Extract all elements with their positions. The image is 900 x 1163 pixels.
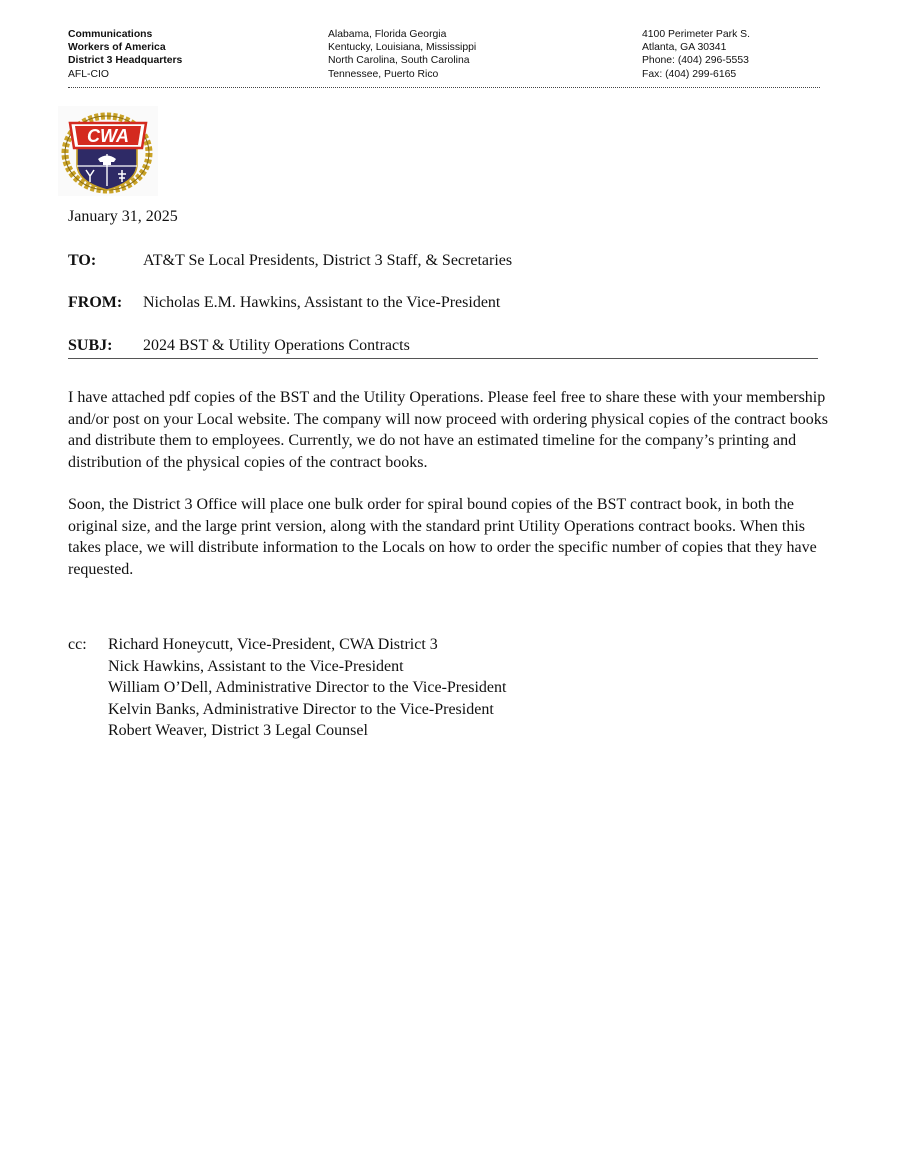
body-paragraph-1: I have attached pdf copies of the BST and the Utility Operations. Please feel free to share these with your membership and/or post on your Local website. The company will now proceed with ordering physical copies of the contract books and distribute them to employees. Currently, we do not have an estimated timeline for the company’s printing and distribution of the physical copies of the contract books. <box>68 389 828 471</box>
memo-date: January 31, 2025 <box>68 208 178 225</box>
states-line: Tennessee, Puerto Rico <box>328 68 439 80</box>
states-line: Kentucky, Louisiana, Mississippi <box>328 42 477 54</box>
memo-from-value: Nicholas E.M. Hawkins, Assistant to the Vice-President <box>143 294 501 311</box>
fax-number: Fax: (404) 299-6165 <box>642 68 737 80</box>
states-line: North Carolina, South Carolina <box>328 55 470 67</box>
cc-label: cc: <box>68 636 87 653</box>
cwa-logo <box>58 106 158 196</box>
cc-recipient: William O’Dell, Administrative Director to the Vice-President <box>108 679 507 696</box>
memo-to-label: TO: <box>68 252 97 269</box>
letterhead-contact <box>642 28 750 81</box>
cc-recipient: Kelvin Banks, Administrative Director to the Vice-President <box>108 700 494 718</box>
memo-subject-value: 2024 BST & Utility Operations Contracts <box>143 337 410 354</box>
states-line: Alabama, Florida Georgia <box>328 29 447 40</box>
org-affiliation-line: AFL-CIO <box>68 68 109 80</box>
letterhead-states <box>328 28 476 81</box>
memo-subject-label: SUBJ: <box>68 337 113 354</box>
memo-from-label: FROM: <box>68 294 123 311</box>
memo-to-value: AT&T Se Local Presidents, District 3 Staff, & Secretaries <box>143 252 513 269</box>
org-name-line1: Communications <box>68 29 153 40</box>
cc-recipient: Robert Weaver, District 3 Legal Counsel <box>108 722 368 739</box>
memo-header-rule <box>68 358 818 359</box>
cc-recipient: Nick Hawkins, Assistant to the Vice-President <box>108 657 404 675</box>
org-name-line2: Workers of America <box>68 42 166 54</box>
cwa-logo-text: CWA <box>87 126 129 146</box>
org-district-line: District 3 Headquarters <box>68 55 183 67</box>
address-city: Atlanta, GA 30341 <box>642 42 727 54</box>
letterhead-org <box>68 28 182 81</box>
letterhead-divider <box>68 87 820 88</box>
phone-number: Phone: (404) 296-5553 <box>642 55 749 67</box>
address-street: 4100 Perimeter Park S. <box>642 29 750 40</box>
cc-recipient: Richard Honeycutt, Vice-President, CWA District 3 <box>108 636 438 653</box>
cc-recipient-list <box>108 634 506 742</box>
body-paragraph-2: Soon, the District 3 Office will place one bulk order for spiral bound copies of the BST contract book, in both the original size, and the large print version, along with the standard print Utility Operations contract books. When this takes place, we will distribute information to the Locals on how to order the specific number of copies that they have requested. <box>68 496 817 578</box>
